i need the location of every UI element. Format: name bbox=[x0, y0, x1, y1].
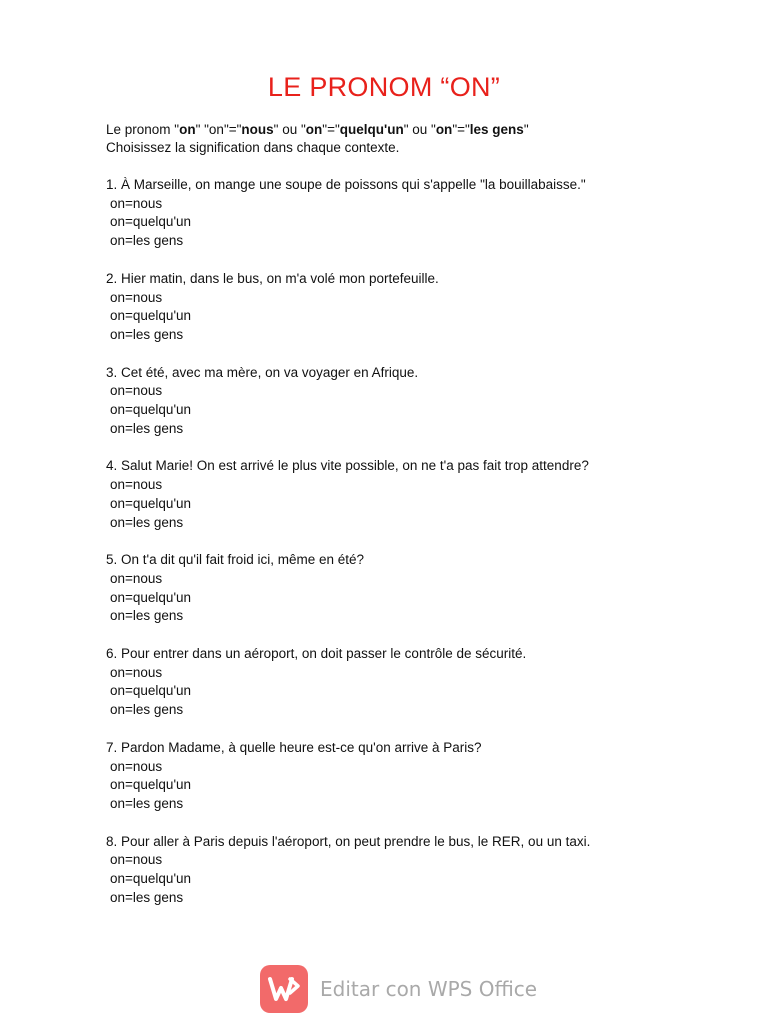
intro-keyword: on bbox=[305, 122, 323, 137]
intro-text: "=" bbox=[322, 122, 340, 137]
instructions-line-2: Choisissez la signification dans chaque contexte. bbox=[106, 140, 400, 155]
intro-text: Le pronom " bbox=[106, 122, 180, 137]
wps-banner-text[interactable]: Editar con WPS Office bbox=[320, 977, 538, 1001]
option-quelquun[interactable]: on=quelqu'un bbox=[110, 777, 192, 793]
intro-keyword: quelqu'un bbox=[339, 122, 404, 137]
intro-keyword: on bbox=[435, 122, 453, 137]
option-les-gens[interactable]: on=les gens bbox=[110, 608, 184, 624]
wps-logo-icon bbox=[267, 974, 301, 1004]
option-quelquun[interactable]: on=quelqu'un bbox=[110, 402, 192, 418]
intro-text: "=" bbox=[452, 122, 470, 137]
option-quelquun[interactable]: on=quelqu'un bbox=[110, 589, 192, 605]
question-item bbox=[106, 833, 726, 908]
wps-logo-icon bbox=[260, 965, 308, 1013]
question-list bbox=[106, 176, 726, 927]
option-les-gens[interactable]: on=les gens bbox=[110, 326, 184, 342]
intro-keyword: nous bbox=[241, 122, 274, 137]
question-text: 5. On t'a dit qu'il fait froid ici, même en été? bbox=[106, 552, 365, 568]
option-nous[interactable]: on=nous bbox=[110, 758, 163, 774]
page-title: LE PRONOM “ON” bbox=[267, 72, 501, 102]
question-item bbox=[106, 739, 726, 814]
option-quelquun[interactable]: on=quelqu'un bbox=[110, 214, 192, 230]
option-les-gens[interactable]: on=les gens bbox=[110, 702, 184, 718]
question-item bbox=[106, 457, 726, 532]
option-nous[interactable]: on=nous bbox=[110, 664, 163, 680]
question-text: 8. Pour aller à Paris depuis l'aéroport, on peut prendre le bus, le RER, ou un taxi. bbox=[106, 833, 591, 849]
question-item bbox=[106, 551, 726, 626]
question-item bbox=[106, 270, 726, 345]
question-item bbox=[106, 364, 726, 439]
option-nous[interactable]: on=nous bbox=[110, 289, 163, 305]
question-item bbox=[106, 176, 726, 251]
question-item bbox=[106, 645, 726, 720]
question-text: 1. À Marseille, on mange une soupe de poissons qui s'appelle "la bouillabaisse." bbox=[106, 177, 586, 192]
question-text: 6. Pour entrer dans un aéroport, on doit passer le contrôle de sécurité. bbox=[106, 646, 527, 662]
option-les-gens[interactable]: on=les gens bbox=[110, 233, 184, 249]
instructions-line-1 bbox=[106, 121, 529, 139]
intro-text: " ou " bbox=[273, 122, 306, 137]
intro-text: " ou " bbox=[403, 122, 436, 137]
option-nous[interactable]: on=nous bbox=[110, 570, 163, 586]
intro-keyword: on bbox=[179, 122, 196, 137]
option-nous[interactable]: on=nous bbox=[110, 852, 163, 868]
question-text: 2. Hier matin, dans le bus, on m'a volé mon portefeuille. bbox=[106, 270, 439, 286]
option-nous[interactable]: on=nous bbox=[110, 383, 163, 399]
intro-text: " "on"=" bbox=[195, 122, 242, 137]
option-nous[interactable]: on=nous bbox=[110, 477, 163, 493]
option-les-gens[interactable]: on=les gens bbox=[110, 889, 184, 905]
instructions bbox=[106, 121, 529, 157]
wps-edit-banner[interactable] bbox=[260, 963, 537, 1015]
question-text: 7. Pardon Madame, à quelle heure est-ce qu'on arrive à Paris? bbox=[106, 739, 482, 755]
option-quelquun[interactable]: on=quelqu'un bbox=[110, 495, 192, 511]
question-text: 4. Salut Marie! On est arrivé le plus vite possible, on ne t'a pas fait trop attendre? bbox=[106, 458, 589, 474]
option-quelquun[interactable]: on=quelqu'un bbox=[110, 683, 192, 699]
option-les-gens[interactable]: on=les gens bbox=[110, 420, 184, 436]
option-quelquun[interactable]: on=quelqu'un bbox=[110, 871, 192, 887]
intro-text: " bbox=[523, 122, 529, 137]
option-les-gens[interactable]: on=les gens bbox=[110, 514, 184, 530]
option-quelquun[interactable]: on=quelqu'un bbox=[110, 308, 192, 324]
option-nous[interactable]: on=nous bbox=[110, 195, 163, 211]
intro-keyword: les gens bbox=[469, 122, 524, 137]
question-text: 3. Cet été, avec ma mère, on va voyager en Afrique. bbox=[106, 364, 419, 380]
option-les-gens[interactable]: on=les gens bbox=[110, 795, 184, 811]
